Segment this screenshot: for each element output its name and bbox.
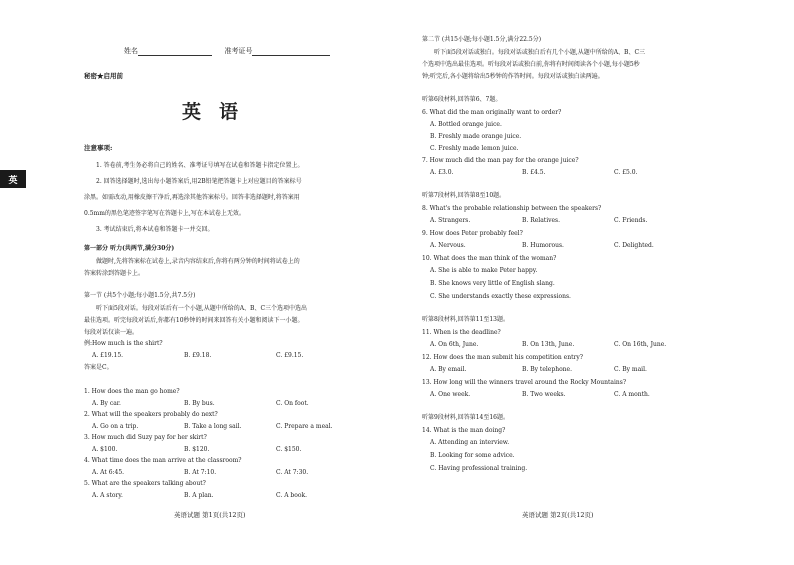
option[interactable]: C. Friends. bbox=[614, 217, 648, 224]
section2-desc: 钟;听完后,各小题将给出5秒钟的作答时间。每段对话或独白读两遍。 bbox=[422, 73, 604, 80]
option[interactable]: C. On foot. bbox=[276, 400, 309, 407]
option[interactable]: A. £19.15. bbox=[92, 352, 124, 359]
group-intro: 听第8段材料,回答第11至13题。 bbox=[422, 316, 509, 323]
question-options bbox=[430, 217, 647, 225]
option[interactable]: A. By email. bbox=[430, 366, 467, 373]
option[interactable]: A. By car. bbox=[92, 400, 121, 407]
question-options bbox=[92, 492, 307, 500]
option[interactable]: B. She knows very little of English slang. bbox=[430, 280, 555, 287]
question: 13. How long will the winners travel around the Rocky Mountains? bbox=[422, 379, 627, 386]
section2-desc: 个选项中选出最佳选项。听每段对话或独白前,你将有时间阅读各个小题,每小题5秒 bbox=[422, 61, 640, 68]
question: 7. How much did the man pay for the orange juice? bbox=[422, 157, 579, 164]
part1-desc: 答案转涂到答题卡上。 bbox=[84, 270, 145, 277]
section1-desc: 每段对话仅读一遍。 bbox=[84, 329, 139, 336]
question-options bbox=[92, 446, 301, 454]
option[interactable]: B. Take a long sail. bbox=[184, 423, 242, 430]
option[interactable]: A. Bottled orange juice. bbox=[430, 121, 502, 128]
option[interactable]: B. Relatives. bbox=[522, 217, 561, 224]
part1-desc: 做题时,先将答案标在试卷上,录音内容结束后,你将有两分钟的时间将试卷上的 bbox=[96, 258, 300, 265]
question: 9. How does Peter probably feel? bbox=[422, 230, 523, 237]
option[interactable]: B. By bus. bbox=[184, 400, 215, 407]
option[interactable]: A. Strangers. bbox=[430, 217, 471, 224]
notice-item: 1. 答卷前,考生务必将自己的姓名、准考证号填写在试卷和答题卡指定位置上。 bbox=[96, 162, 304, 169]
question-options bbox=[430, 242, 654, 250]
option[interactable]: B. Looking for some advice. bbox=[430, 452, 515, 459]
example-answer: 答案是C。 bbox=[84, 364, 113, 371]
question-options bbox=[92, 423, 333, 431]
exam-id-field[interactable] bbox=[252, 47, 330, 56]
example-question: 例:How much is the shirt? bbox=[84, 340, 163, 347]
option[interactable]: B. $120. bbox=[184, 446, 210, 453]
question: 2. What will the speakers probably do next? bbox=[84, 411, 218, 418]
page-footer: 英语试题 第1页(共12页) bbox=[174, 511, 246, 519]
part1-title: 第一部分 听力(共两节,满分30分) bbox=[84, 245, 175, 252]
question: 11. When is the deadline? bbox=[422, 329, 501, 336]
exam-id-label: 准考证号 bbox=[224, 47, 253, 55]
name-field[interactable] bbox=[138, 47, 212, 56]
subject-title: 英语 bbox=[181, 101, 256, 123]
question-options bbox=[430, 169, 637, 177]
option[interactable]: A. £3.0. bbox=[430, 169, 454, 176]
option[interactable]: A. Attending an interview. bbox=[430, 439, 510, 446]
option[interactable]: A. $100. bbox=[92, 446, 118, 453]
section2-title: 第二节 (共15小题;每小题1.5分,满分22.5分) bbox=[422, 36, 542, 43]
option[interactable]: A. On 6th, June. bbox=[430, 341, 479, 348]
option[interactable]: C. A book. bbox=[276, 492, 308, 499]
example-options bbox=[92, 352, 303, 360]
question: 14. What is the man doing? bbox=[422, 427, 506, 434]
option[interactable]: C. £5.0. bbox=[614, 169, 638, 176]
notice-item: 2. 回答选择题时,选出每小题答案后,用2B铅笔把答题卡上对应题目的答案标号 bbox=[96, 178, 302, 185]
notice-title: 注意事项: bbox=[84, 144, 113, 152]
option[interactable]: C. £9.15. bbox=[276, 352, 304, 359]
question: 12. How does the man submit his competition entry? bbox=[422, 354, 583, 361]
option[interactable]: A. A story. bbox=[92, 492, 123, 499]
question: 3. How much did Suzy pay for her skirt? bbox=[84, 434, 207, 441]
option[interactable]: C. A month. bbox=[614, 391, 650, 398]
section1-desc: 最佳选项。听完每段对话后,你都有10秒钟的时间来回答有关小题和阅读下一小题。 bbox=[84, 317, 304, 324]
name-label: 姓名 bbox=[124, 47, 138, 55]
section1-desc: 听下面5段对话。每段对话后有一个小题,从题中所给的A、B、C三个选项中选出 bbox=[96, 305, 308, 312]
question-options bbox=[430, 341, 666, 349]
option[interactable]: A. One week. bbox=[430, 391, 471, 398]
section2-desc: 听下面5段对话或独白。每段对话或独白后有几个小题,从题中所给的A、B、C三 bbox=[434, 49, 646, 56]
page-1 bbox=[84, 0, 388, 565]
option[interactable]: B. A plan. bbox=[184, 492, 214, 499]
option[interactable]: A. At 6:45. bbox=[92, 469, 125, 476]
option[interactable]: C. At 7:30. bbox=[276, 469, 309, 476]
option[interactable]: B. At 7:10. bbox=[184, 469, 217, 476]
option[interactable]: C. Freshly made lemon juice. bbox=[430, 145, 519, 152]
question: 4. What time does the man arrive at the classroom? bbox=[84, 457, 242, 464]
notice-item: 0.5mm的黑色笔迹签字笔写在答题卡上,写在本试卷上无效。 bbox=[84, 210, 245, 217]
option[interactable]: C. By mail. bbox=[614, 366, 647, 373]
question-options bbox=[92, 469, 308, 477]
option[interactable]: B. By telephone. bbox=[522, 366, 573, 373]
option[interactable]: B. On 13th, June. bbox=[522, 341, 575, 348]
option[interactable]: A. Go on a trip. bbox=[92, 423, 139, 430]
header-fields bbox=[124, 47, 330, 56]
option[interactable]: B. £4.5. bbox=[522, 169, 546, 176]
section1-title: 第一节 (共5个小题;每小题1.5分,共7.5分) bbox=[84, 292, 196, 299]
option[interactable]: C. Delighted. bbox=[614, 242, 654, 249]
question: 10. What does the man think of the woman? bbox=[422, 255, 557, 262]
option[interactable]: B. Two weeks. bbox=[522, 391, 566, 398]
question-options bbox=[430, 391, 650, 399]
group-intro: 听第6段材料,回答第6、7题。 bbox=[422, 96, 502, 103]
page-footer: 英语试题 第2页(共12页) bbox=[522, 511, 594, 519]
notice-item: 3. 考试结束后,将本试卷和答题卡一并交回。 bbox=[96, 226, 214, 233]
group-intro: 听第9段材料,回答第14至16题。 bbox=[422, 414, 509, 421]
option[interactable]: B. £9.18. bbox=[184, 352, 212, 359]
option[interactable]: C. She understands exactly these expressions. bbox=[430, 293, 571, 300]
page-2 bbox=[422, 0, 752, 565]
option[interactable]: B. Freshly made orange juice. bbox=[430, 133, 522, 140]
option[interactable]: A. Nervous. bbox=[430, 242, 466, 249]
question: 6. What did the man originally want to order? bbox=[422, 109, 562, 116]
question: 8. What's the probable relationship between the speakers? bbox=[422, 205, 602, 212]
subject-side-tab: 英 bbox=[0, 170, 26, 188]
option[interactable]: B. Humorous. bbox=[522, 242, 564, 249]
notice-item: 涂黑。如需改动,用橡皮擦干净后,再选涂其他答案标号。回答非选择题时,将答案用 bbox=[84, 194, 300, 201]
option[interactable]: C. Having professional training. bbox=[430, 465, 528, 472]
confidential-mark: 秘密★启用前 bbox=[84, 72, 123, 80]
option[interactable]: C. $150. bbox=[276, 446, 302, 453]
option[interactable]: C. On 16th, June. bbox=[614, 341, 667, 348]
option[interactable]: A. She is able to make Peter happy. bbox=[430, 267, 538, 274]
question: 1. How does the man go home? bbox=[84, 388, 180, 395]
option[interactable]: C. Prepare a meal. bbox=[276, 423, 333, 430]
question: 5. What are the speakers talking about? bbox=[84, 480, 206, 487]
question-options bbox=[430, 366, 647, 374]
question-options bbox=[92, 400, 309, 408]
group-intro: 听第7段材料,回答第8至10题。 bbox=[422, 192, 506, 199]
